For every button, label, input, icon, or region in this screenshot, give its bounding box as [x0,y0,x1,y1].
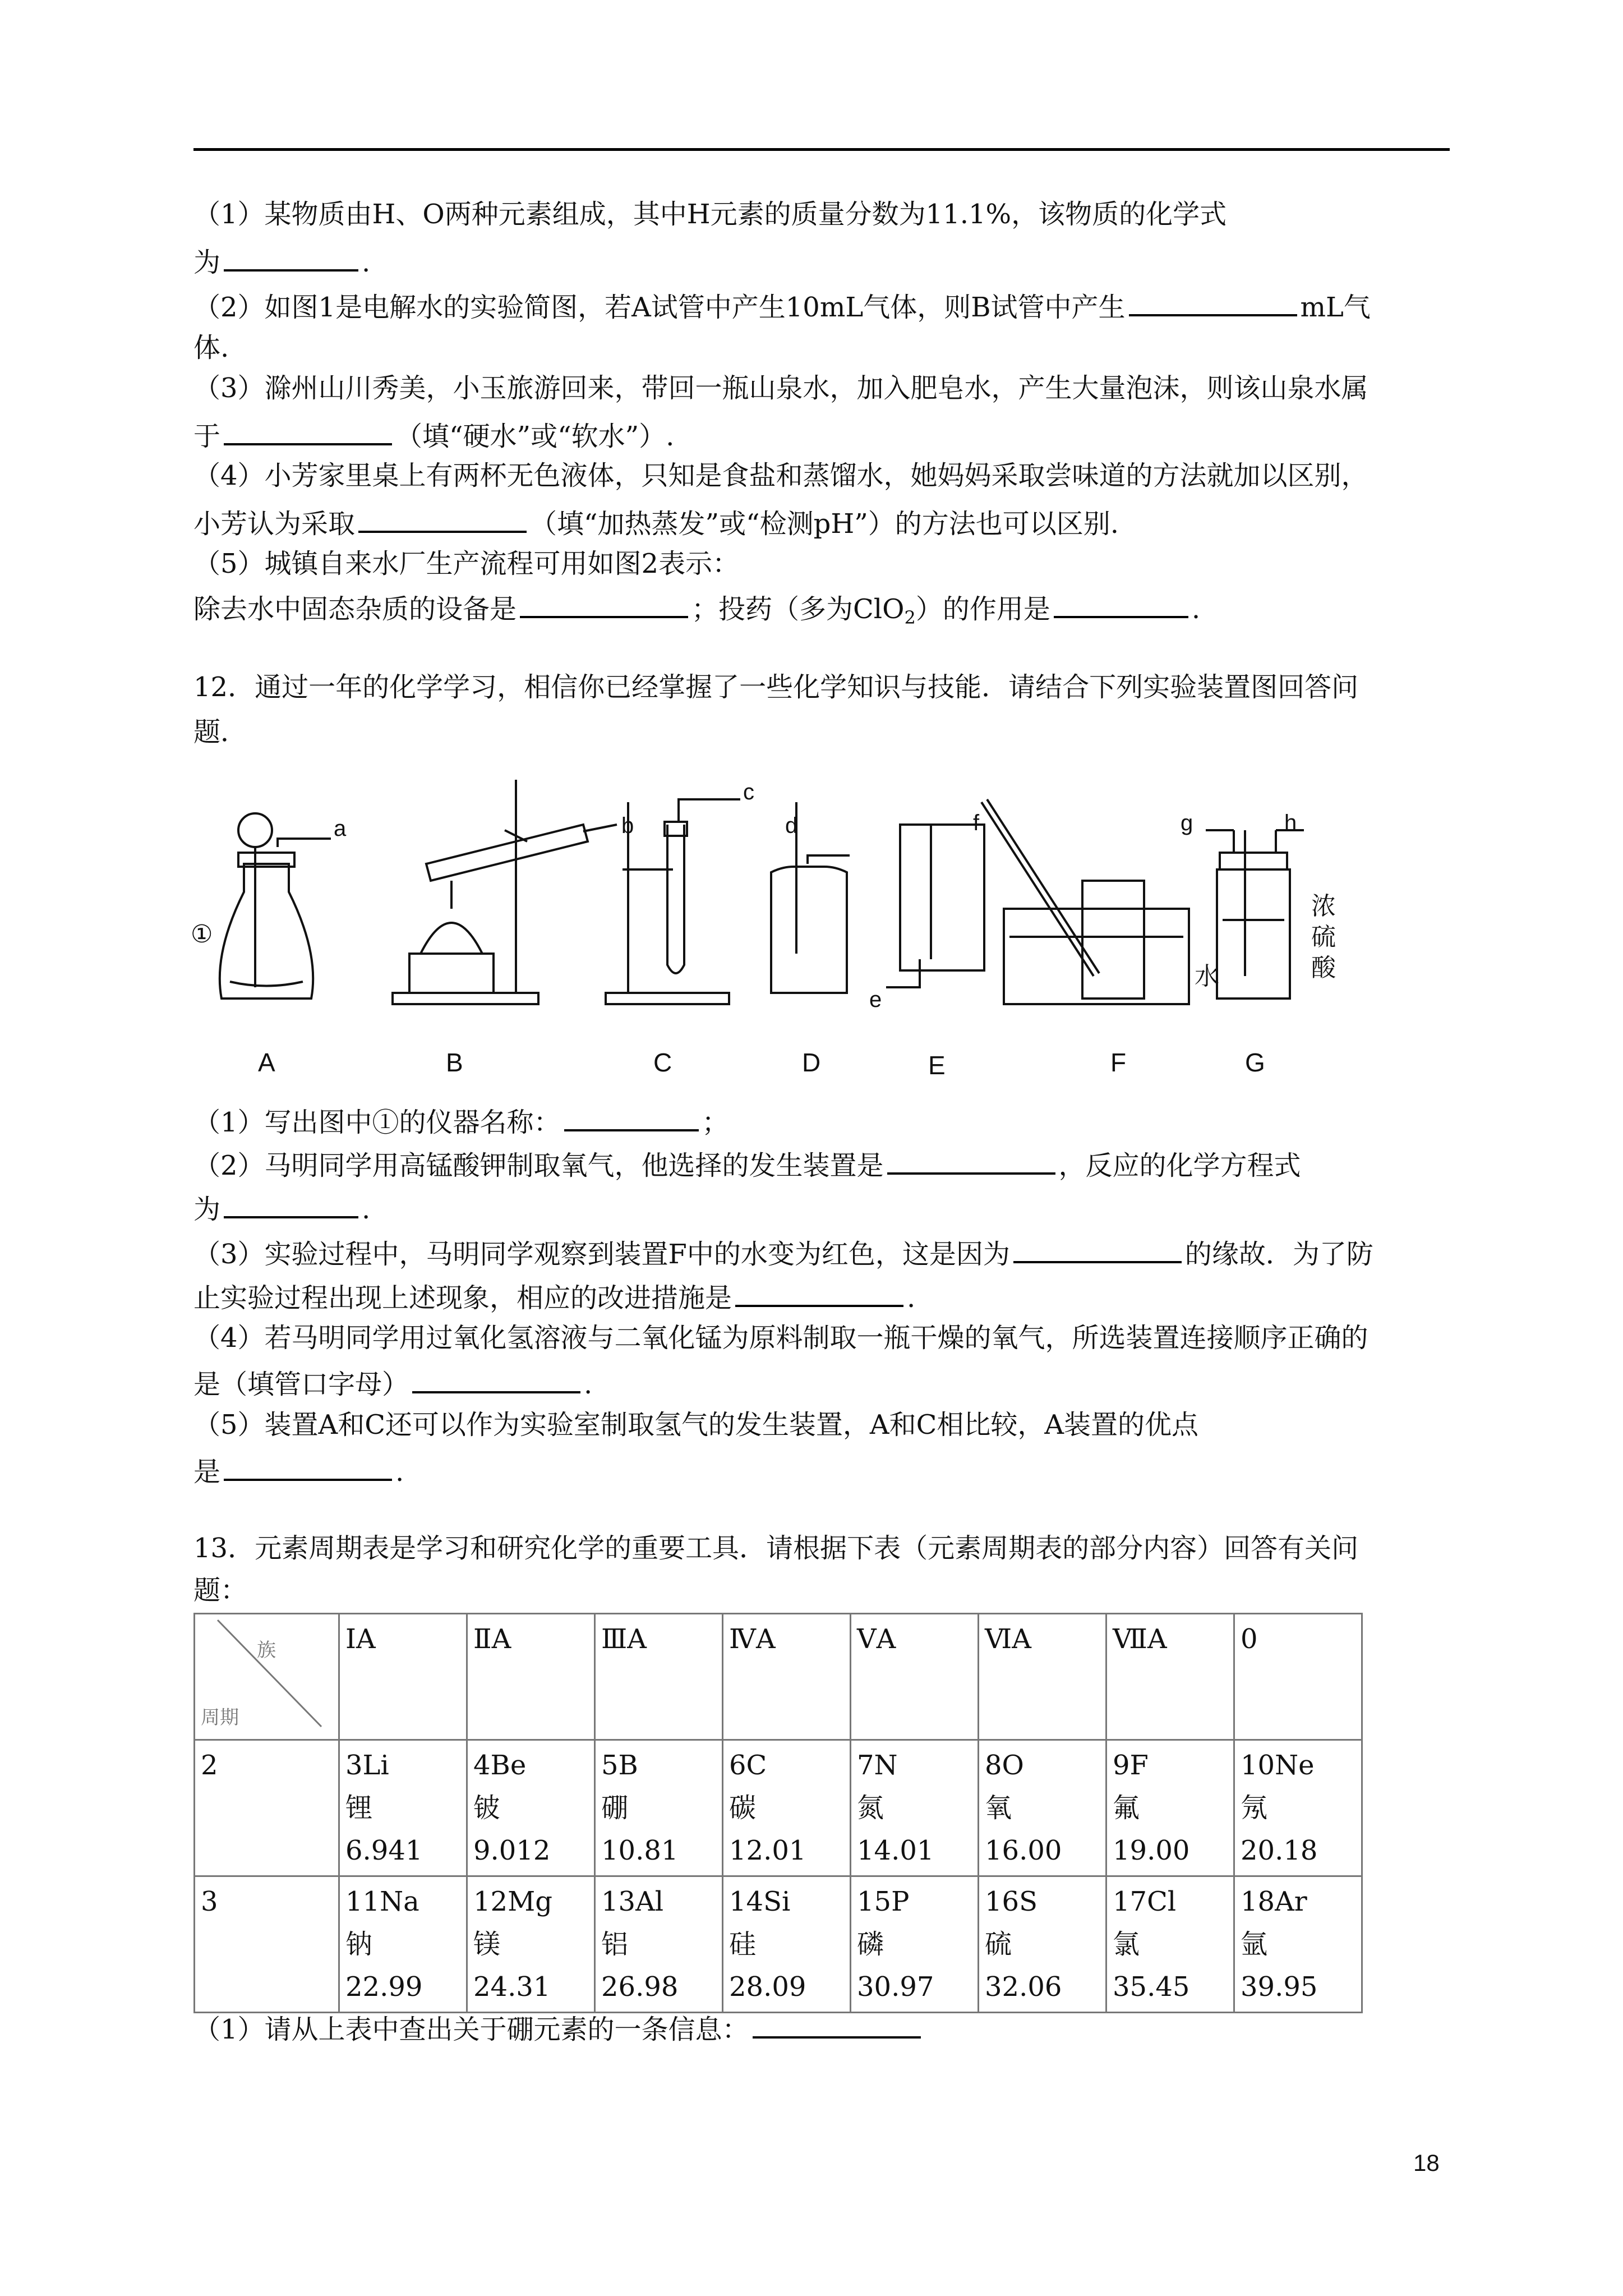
apparatus-label-a: A [258,1048,275,1077]
table-row-period-3 [195,1876,1362,2013]
table-row-period-2 [195,1740,1362,1876]
q12-part4-line1: （4）若马明同学用过氧化氢溶液与二氧化锰为原料制取一瓶干燥的氧气，所选装置连接顺序正确的 [193,1322,1368,1354]
group-header: 0 [1234,1614,1362,1740]
element-cell-na: 11Na 钠 22.99 [339,1876,467,2013]
element-cell-ar: 18Ar 氩 39.95 [1234,1876,1362,2013]
lab-apparatus-figure [191,769,1357,1083]
acid-label-1: 浓 [1311,892,1336,921]
answer-blank[interactable] [358,504,527,533]
element-cell-si: 14Si 硅 28.09 [723,1876,851,2013]
element-cell-b: 5B 硼 10.81 [595,1740,723,1876]
q12-part2-line1: （2）马明同学用高锰酸钾制取氧气，他选择的发生装置是 ，反应的化学方程式 [193,1145,1301,1182]
q12-part5-line2: 是 . [193,1452,404,1489]
q11-part2-line1: （2）如图1是电解水的实验简图，若A试管中产生10mL气体，则B试管中产生 mL气 [193,287,1371,324]
apparatus-g-wash-bottle [1206,830,1304,999]
element-cell-n: 7N 氮 14.01 [851,1740,979,1876]
group-header: ⅥA [979,1614,1106,1740]
q11-part5-line2: 除去水中固态杂质的设备是 ；投药（多为ClO$_2$）的作用是 . [193,589,1200,634]
element-cell-cl: 17Cl 氯 35.45 [1106,1876,1234,2013]
answer-blank[interactable] [520,589,688,618]
apparatus-d-bottle [771,802,850,993]
answer-blank[interactable] [224,1452,392,1481]
q11-part2-line2: 体. [193,332,229,364]
apparatus-label-f: F [1110,1048,1127,1077]
element-cell-mg: 12Mg 镁 24.31 [467,1876,595,2013]
q13-title-line2: 题： [193,1575,248,1606]
element-cell-li: 3Li 锂 6.941 [339,1740,467,1876]
answer-blank[interactable] [735,1278,903,1307]
answer-blank[interactable] [753,2009,921,2039]
port-label-f: f [973,811,980,835]
apparatus-label-b: B [446,1048,463,1077]
q12-title-line2: 题． [193,716,248,748]
q12-part5-line1: （5）装置A和C还可以作为实验室制取氢气的发生装置，A和C相比较，A装置的优点 [193,1409,1198,1441]
table-header-row [195,1614,1362,1740]
period-label: 2 [195,1740,339,1876]
apparatus-b-heating [393,780,617,1004]
port-label-c: c [743,780,754,804]
q13-part1: （1）请从上表中查出关于硼元素的一条信息： [193,2009,924,2046]
apparatus-label-d: D [802,1048,821,1077]
answer-blank[interactable] [1129,287,1297,316]
element-cell-f: 9F 氟 19.00 [1106,1740,1234,1876]
group-header: ⅡA [467,1614,595,1740]
element-cell-p: 15P 磷 30.97 [851,1876,979,2013]
answer-blank[interactable] [1054,589,1188,618]
q12-part2-line2: 为 . [193,1189,370,1226]
q11-part4-line2: 小芳认为采取 （填“加热蒸发”或“检测pH”）的方法也可以区别. [193,504,1119,541]
group-header: ⅠA [339,1614,467,1740]
element-cell-be: 4Be 铍 9.012 [467,1740,595,1876]
callout-1-label: ① [191,920,213,949]
q11-part5-line1: （5）城镇自来水厂生产流程可用如图2表示： [193,548,740,579]
answer-blank[interactable] [887,1145,1055,1175]
periodic-table [193,1613,1363,2013]
apparatus-e-inverted-bottle [886,825,984,987]
port-label-a: a [334,816,347,841]
q12-part1: （1）写出图中①的仪器名称： ； [193,1102,729,1139]
element-cell-s: 16S 硫 32.06 [979,1876,1106,2013]
q11-part1-line2: 为 . [193,242,370,279]
q11-part1-line1: （1）某物质由H、O两种元素组成，其中H元素的质量分数为11.1%，该物质的化学式 [193,199,1227,230]
element-cell-o: 8O 氧 16.00 [979,1740,1106,1876]
apparatus-label-c: C [653,1048,672,1077]
apparatus-label-e: E [928,1051,946,1080]
port-label-g: g [1181,811,1193,835]
page-number: 18 [1413,2150,1440,2176]
port-label-d: d [785,813,798,838]
group-header: ⅢA [595,1614,723,1740]
corner-period-label: 周期 [201,1706,239,1729]
q12-part4-line2: 是（填管口字母） . [193,1364,592,1401]
q13-title-line1: 13．元素周期表是学习和研究化学的重要工具．请根据下表（元素周期表的部分内容）回答有关问 [193,1533,1359,1564]
answer-blank[interactable] [224,242,358,272]
port-label-e: e [869,987,882,1012]
water-label: 水 [1195,962,1219,991]
apparatus-a-flask [220,813,331,999]
corner-group-label: 族 [257,1639,276,1662]
port-label-b: b [621,813,634,838]
group-header: ⅦA [1106,1614,1234,1740]
answer-blank[interactable] [1013,1234,1182,1263]
acid-label-2: 硫 [1311,923,1336,951]
acid-label-3: 酸 [1311,954,1336,982]
element-cell-ne: 10Ne 氖 20.18 [1234,1740,1362,1876]
port-label-h: h [1284,811,1297,835]
apparatus-f-trough [981,799,1189,1004]
header-rule [193,148,1450,151]
answer-blank[interactable] [224,416,392,445]
q12-part3-line1: （3）实验过程中，马明同学观察到装置F中的水变为红色，这是因为 的缘故．为了防 [193,1234,1373,1271]
q11-part3-line2: 于 （填“硬水”或“软水”）. [193,416,674,453]
q12-title-line1: 12．通过一年的化学学习，相信你已经掌握了一些化学知识与技能．请结合下列实验装置图回答问 [193,671,1359,703]
apparatus-label-g: G [1245,1048,1265,1077]
period-label: 3 [195,1876,339,2013]
element-cell-c: 6C 碳 12.01 [723,1740,851,1876]
answer-blank[interactable] [564,1102,699,1131]
answer-blank[interactable] [224,1189,358,1218]
table-corner-cell [195,1614,339,1740]
group-header: ⅤA [851,1614,979,1740]
q11-part3-line1: （3）滁州山川秀美，小玉旅游回来，带回一瓶山泉水，加入肥皂水，产生大量泡沫，则该山泉水属 [193,372,1368,404]
group-header: ⅣA [723,1614,851,1740]
q11-part4-line1: （4）小芳家里桌上有两杯无色液体，只知是食盐和蒸馏水，她妈妈采取尝味道的方法就加以区别， [193,460,1368,491]
q12-part3-line2: 止实验过程出现上述现象，相应的改进措施是 . [193,1278,915,1315]
element-cell-al: 13Al 铝 26.98 [595,1876,723,2013]
answer-blank[interactable] [412,1364,580,1393]
